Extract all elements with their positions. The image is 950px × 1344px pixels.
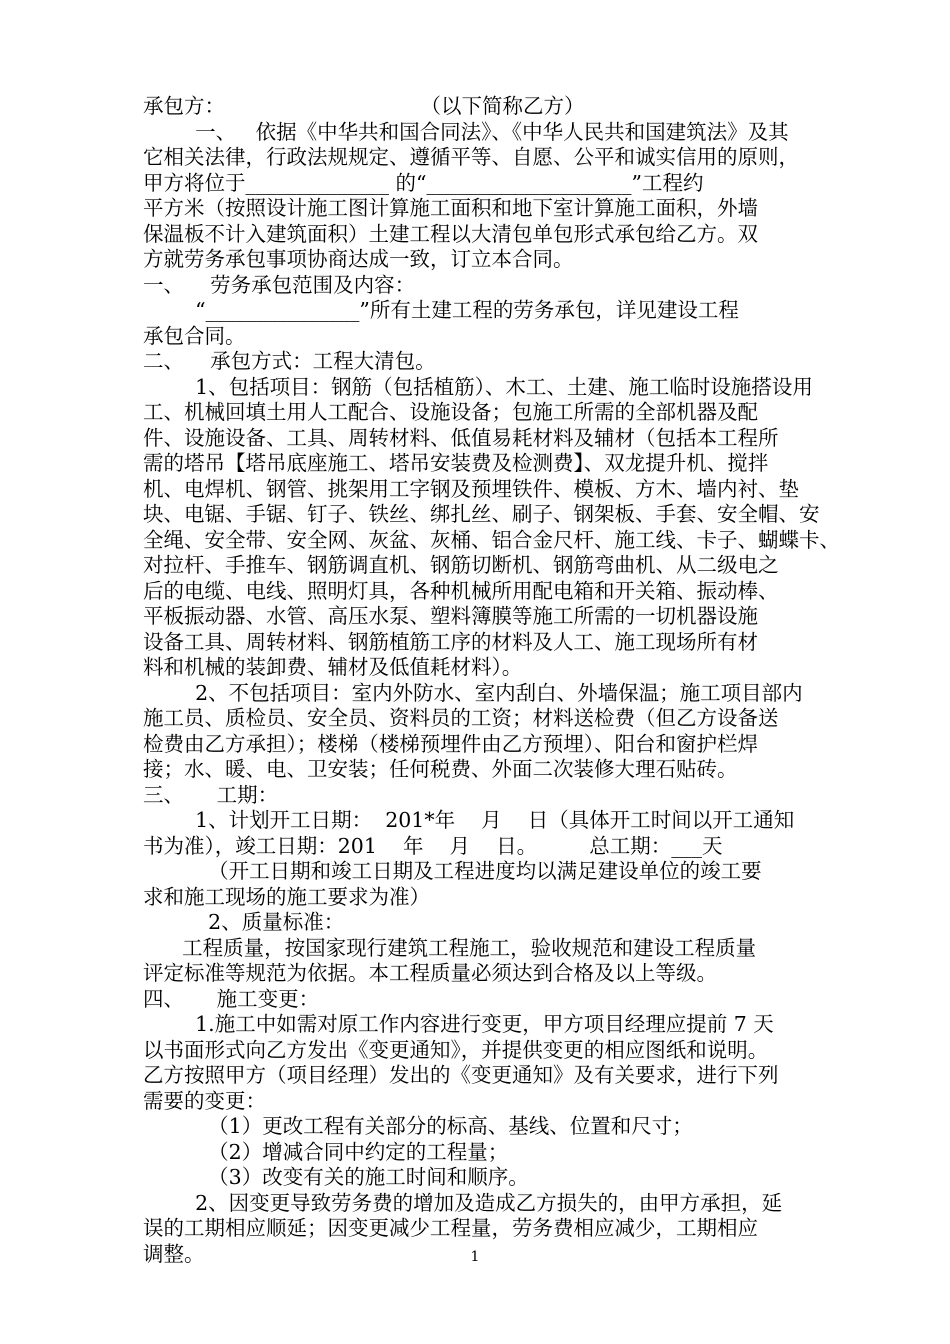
text-line: 二、 承包方式：工程大清包。 <box>143 349 436 373</box>
text-line: 乙方按照甲方（项目经理）发出的《变更通知》及有关要求，进行下列 <box>143 1063 779 1087</box>
text-line: 书为准），竣工日期：201 年 月 日。 总工期：___天 <box>143 833 723 858</box>
text-line: （开工日期和竣工日期及工程进度均以满足建设单位的竣工要 <box>143 859 762 883</box>
text-line: 2、质量标准： <box>143 910 345 934</box>
text-line: 甲方将位于______________ 的“____________________”工程约 <box>143 170 704 195</box>
text-line: 方就劳务承包事项协商达成一致，订立本合同。 <box>143 247 574 271</box>
text-line: 保温板不计入建筑面积）土建工程以大清包单包形式承包给乙方。双 <box>143 221 758 246</box>
text-line: 2、不包括项目：室内外防水、室内刮白、外墙保温；施工项目部内 <box>143 680 803 705</box>
text-line: 平板振动器、水管、高压水泵、塑料簿膜等施工所需的一切机器设施 <box>143 604 758 628</box>
text-line: 机、电焊机、钢管、挑架用工字钢及预埋铁件、模板、方木、墙内衬、垫 <box>143 476 799 501</box>
text-line: 需要的变更： <box>143 1088 266 1113</box>
text-line: 四、 施工变更： <box>143 986 320 1011</box>
text-line: 料和机械的装卸费、辅材及低值耗材料）。 <box>143 655 523 679</box>
text-line: 平方米（按照设计施工图计算施工面积和地下室计算施工面积，外墙 <box>143 196 758 220</box>
page-number: 1 <box>470 1249 480 1265</box>
text-line: 承包方： （以下简称乙方） <box>143 94 585 118</box>
text-line: 误的工期相应顺延；因变更减少工程量，劳务费相应减少，工期相应 <box>143 1216 758 1240</box>
text-line: 接；水、暖、电、卫安装；任何税费、外面二次装修大理石贴砖。 <box>143 757 738 781</box>
text-line: 1.施工中如需对原工作内容进行变更，甲方项目经理应提前 7 天 <box>143 1012 774 1036</box>
text-line: 全绳、安全带、安全网、灰盆、灰桶、铝合金尺杆、施工线、卡子、蝴蝶卡、 <box>143 527 840 552</box>
text-line: 以书面形式向乙方发出《变更通知》，并提供变更的相应图纸和说明。 <box>143 1037 769 1062</box>
text-line: 承包合同。 <box>143 323 246 348</box>
text-line: 工、机械回填土用人工配合、设施设备；包施工所需的全部机器及配 <box>143 400 758 424</box>
text-line: 调整。 <box>143 1241 205 1266</box>
text-line: （2）增减合同中约定的工程量； <box>143 1139 509 1164</box>
text-line: 检费由乙方承担）；楼梯（楼梯预埋件由乙方预埋）、阳台和窗护栏焊 <box>143 731 758 756</box>
text-line: 求和施工现场的施工要求为准） <box>143 884 430 909</box>
text-line: 2、因变更导致劳务费的增加及造成乙方损失的，由甲方承担，延 <box>143 1190 783 1215</box>
text-line: 需的塔吊【塔吊底座施工、塔吊安装费及检测费】、双龙提升机、搅拌 <box>143 451 769 475</box>
text-line: 1、计划开工日期： 201*年 月 日（具体开工时间以开工通知 <box>143 808 795 832</box>
text-line: 一、 劳务承包范围及内容： <box>143 272 416 297</box>
text-line: 设备工具、周转材料、钢筋植筋工序的材料及人工、施工现场所有材 <box>143 629 758 654</box>
text-line: （3）改变有关的施工时间和顺序。 <box>143 1165 529 1189</box>
text-line: 1、包括项目：钢筋（包括植筋）、木工、土建、施工临时设施搭设用 <box>143 374 813 399</box>
document-body <box>143 94 840 1267</box>
text-line: 件、设施设备、工具、周转材料、低值易耗材料及辅材（包括本工程所 <box>143 425 779 450</box>
text-line: “_______________”所有土建工程的劳务承包，详见建设工程 <box>143 298 739 322</box>
text-line: 三、 工期： <box>143 782 279 807</box>
text-line: 块、电锯、手锯、钉子、铁丝、绑扎丝、刷子、钢架板、手套、安全帽、安 <box>143 502 820 526</box>
text-line: 工程质量，按国家现行建筑工程施工，验收规范和建设工程质量 <box>143 935 757 960</box>
text-line: 后的电缆、电线、照明灯具，各种机械所用配电箱和开关箱、振动棒、 <box>143 578 779 603</box>
text-line: 评定标准等规范为依据。本工程质量必须达到合格及以上等级。 <box>143 961 717 985</box>
text-line: （1）更改工程有关部分的标高、基线、位置和尺寸； <box>143 1114 693 1138</box>
text-line: 一、 依据《中华共和国合同法》、《中华人民共和国建筑法》及其 <box>143 119 789 144</box>
text-line: 它相关法律，行政法规规定、遵循平等、自愿、公平和诚实信用的原则， <box>143 145 799 169</box>
text-line: 对拉杆、手推车、钢筋调直机、钢筋切断机、钢筋弯曲机、从二级电之 <box>143 553 779 577</box>
text-line: 施工员、质检员、安全员、资料员的工资；材料送检费（但乙方设备送 <box>143 706 779 730</box>
